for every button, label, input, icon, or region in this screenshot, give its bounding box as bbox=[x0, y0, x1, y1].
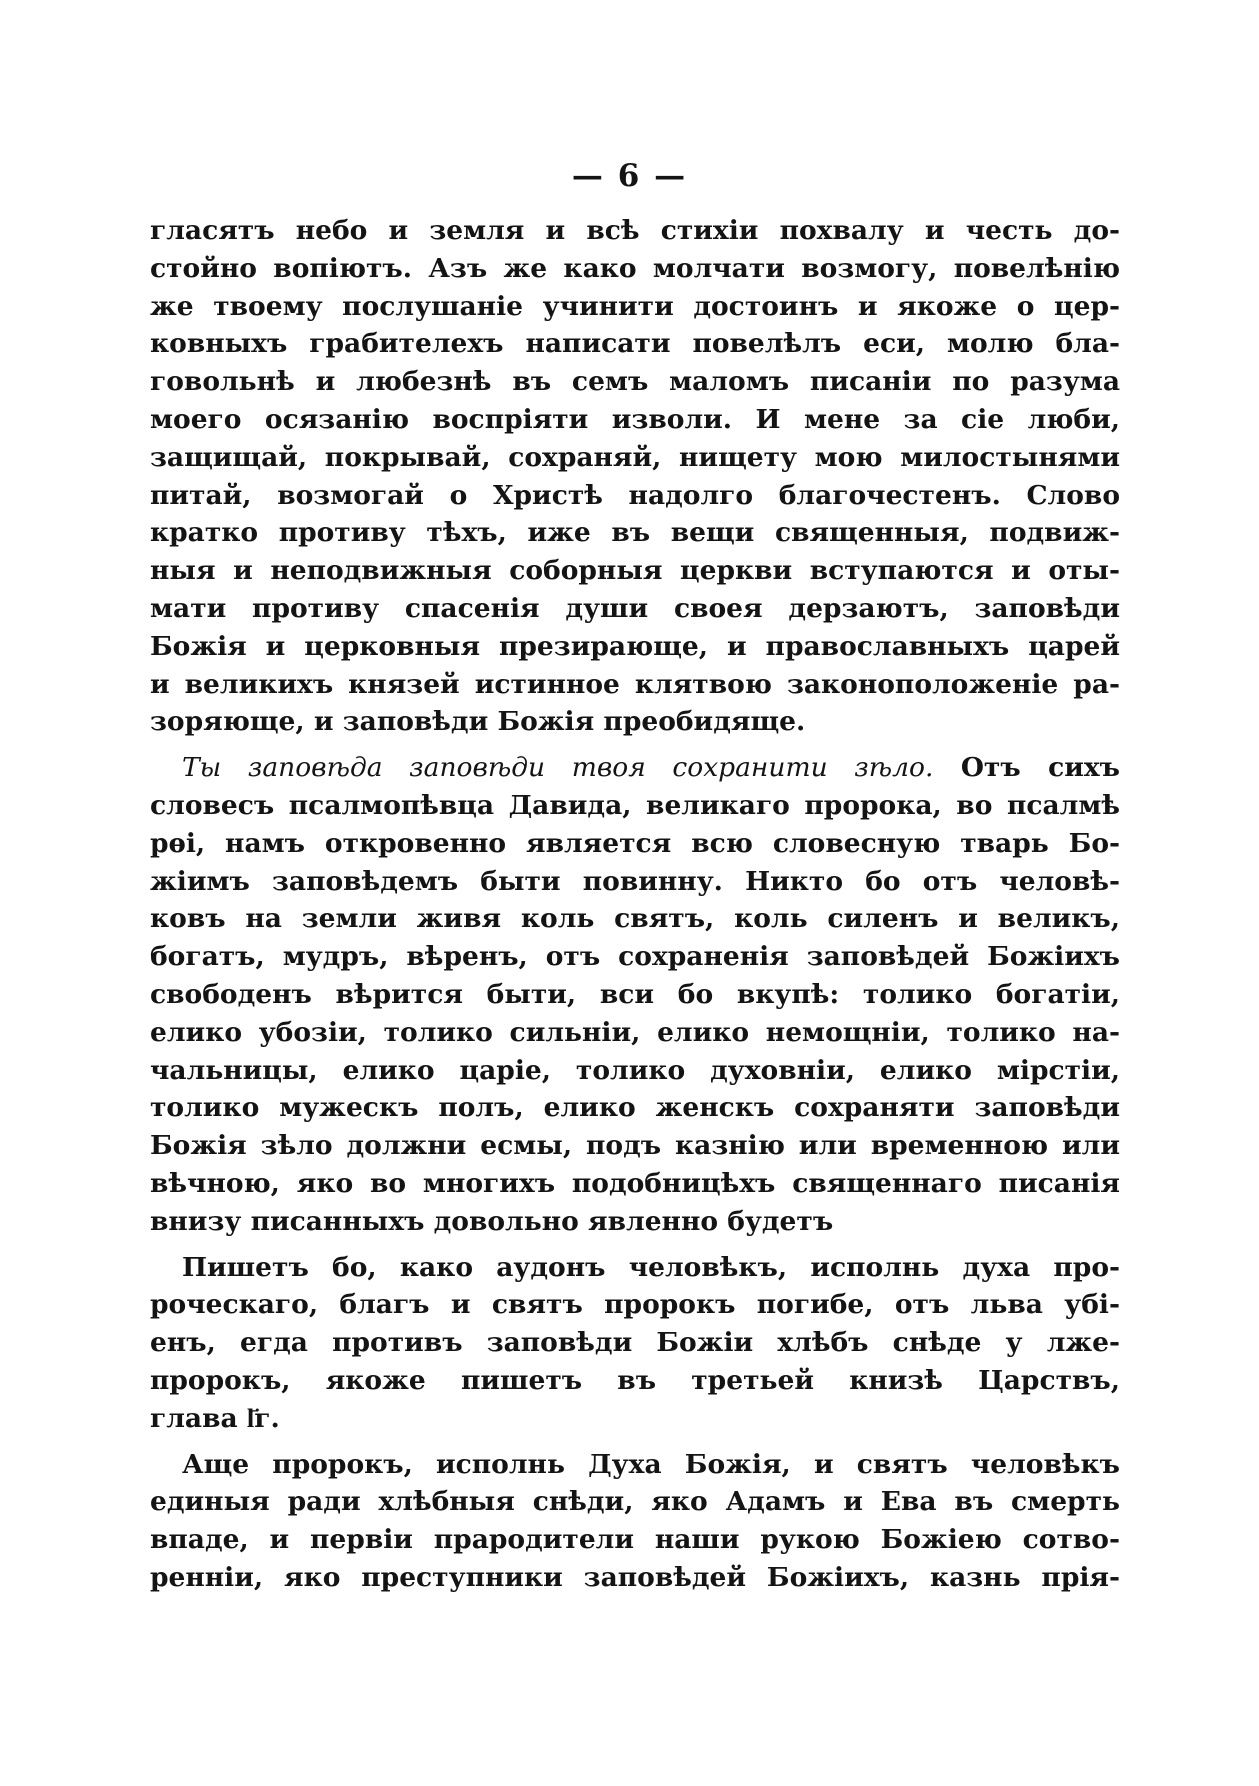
text-line: ныя и неподвижныя соборныя церкви вступаются и оты- bbox=[150, 555, 1120, 587]
text-line: толико мужескъ полъ, елико женскъ сохраняти заповѣди bbox=[150, 1092, 1120, 1124]
text-line: чальницы, елико царіе, толико духовніи, елико мірстіи, bbox=[150, 1054, 1120, 1086]
text-line: ковъ на земли живя коль святъ, коль силенъ и великъ, bbox=[150, 903, 1120, 935]
text-line bbox=[150, 749, 1120, 787]
text-line: рѳі, намъ откровенно является всю словесную тварь Бо- bbox=[150, 827, 1120, 859]
text-line: глава ӏ҃г. bbox=[150, 1402, 280, 1434]
text-line: моего осязанію воспріяти изволи. И мене за сіе люби, bbox=[150, 403, 1120, 435]
text-line: ренніи, яко преступники заповѣдей Божіихъ, казнь прія- bbox=[150, 1561, 1120, 1593]
text-line: зоряюще, и заповѣди Божія преобидяще. bbox=[150, 706, 806, 738]
text-line: пророкъ, якоже пишетъ въ третьей книзѣ Царствъ, bbox=[150, 1364, 1120, 1396]
psalm-quote: Ты заповѣда заповѣди твоя сохранити зѣло. bbox=[182, 752, 934, 784]
text-line: Аще пророкъ, исполнь Духа Божія, и святъ человѣкъ bbox=[182, 1448, 1120, 1480]
text-line: богатъ, мудръ, вѣренъ, отъ сохраненія заповѣдей Божіихъ bbox=[150, 941, 1120, 973]
text-line: единыя ради хлѣбныя снѣди, яко Адамъ и Ева въ смерть bbox=[150, 1486, 1120, 1518]
text-line: впаде, и первіи прародители наши рукою Божіею сотво- bbox=[150, 1524, 1120, 1556]
text-line: стойно вопіютъ. Азъ же како молчати возмогу, повелѣнію bbox=[150, 252, 1120, 284]
text-line: роческаго, благъ и святъ пророкъ погибе, отъ льва убі- bbox=[150, 1289, 1120, 1321]
text-line: внизу писанныхъ довольно явленно будетъ bbox=[150, 1205, 834, 1237]
text-line: говольнѣ и любезнѣ въ семъ маломъ писаніи по разума bbox=[150, 366, 1120, 398]
text-line: елико убозіи, толико сильніи, елико немощніи, толико на- bbox=[150, 1016, 1120, 1048]
text-line: защищай, покрывай, сохраняй, нищету мою милостынями bbox=[150, 441, 1120, 473]
text-line: же твоему послушаніе учинити достоинъ и якоже о цер- bbox=[150, 290, 1120, 322]
text-line: Божія и церковныя презирающе, и православныхъ царей bbox=[150, 630, 1120, 662]
text-line: енъ, егда противъ заповѣди Божіи хлѣбъ снѣде у лже- bbox=[150, 1327, 1120, 1359]
paragraph-4 bbox=[150, 1446, 1120, 1597]
text-line: кратко противу тѣхъ, иже въ вещи священныя, подвиж- bbox=[150, 517, 1120, 549]
text-line: Пишетъ бо, како аудонъ человѣкъ, исполнь духа про- bbox=[182, 1251, 1120, 1283]
paragraph-1 bbox=[150, 212, 1120, 741]
body-text bbox=[150, 212, 1120, 1597]
text-line: и великихъ князей истинное клятвою законоположеніе ра- bbox=[150, 668, 1120, 700]
text-line: питай, возмогай о Христѣ надолго благочестенъ. Слово bbox=[150, 479, 1120, 511]
text-line: ковныхъ грабителехъ написати повелѣлъ еси, молю бла- bbox=[150, 328, 1120, 360]
text-line: мати противу спасенія души своея дерзаютъ, заповѣди bbox=[150, 592, 1120, 624]
text-line: свободенъ вѣрится быти, вси бо вкупѣ: толико богатіи, bbox=[150, 978, 1120, 1010]
paragraph-3 bbox=[150, 1249, 1120, 1438]
text-line: вѣчною, яко во многихъ подобницѣхъ священнаго писанія bbox=[150, 1167, 1120, 1199]
text-fragment: Отъ сихъ bbox=[960, 752, 1120, 784]
text-line: жіимъ заповѣдемъ быти повинну. Никто бо отъ человѣ- bbox=[150, 865, 1120, 897]
text-line: Божія зѣло должни есмы, подъ казнію или временною или bbox=[150, 1130, 1120, 1162]
page-number: — 6 — bbox=[571, 158, 688, 194]
text-line: гласятъ небо и земля и всѣ стихіи похвалу и честь до- bbox=[150, 215, 1120, 246]
paragraph-2 bbox=[150, 749, 1120, 1240]
text-line: словесъ псалмопѣвца Давида, великаго пророка, во псалмѣ bbox=[150, 789, 1120, 821]
